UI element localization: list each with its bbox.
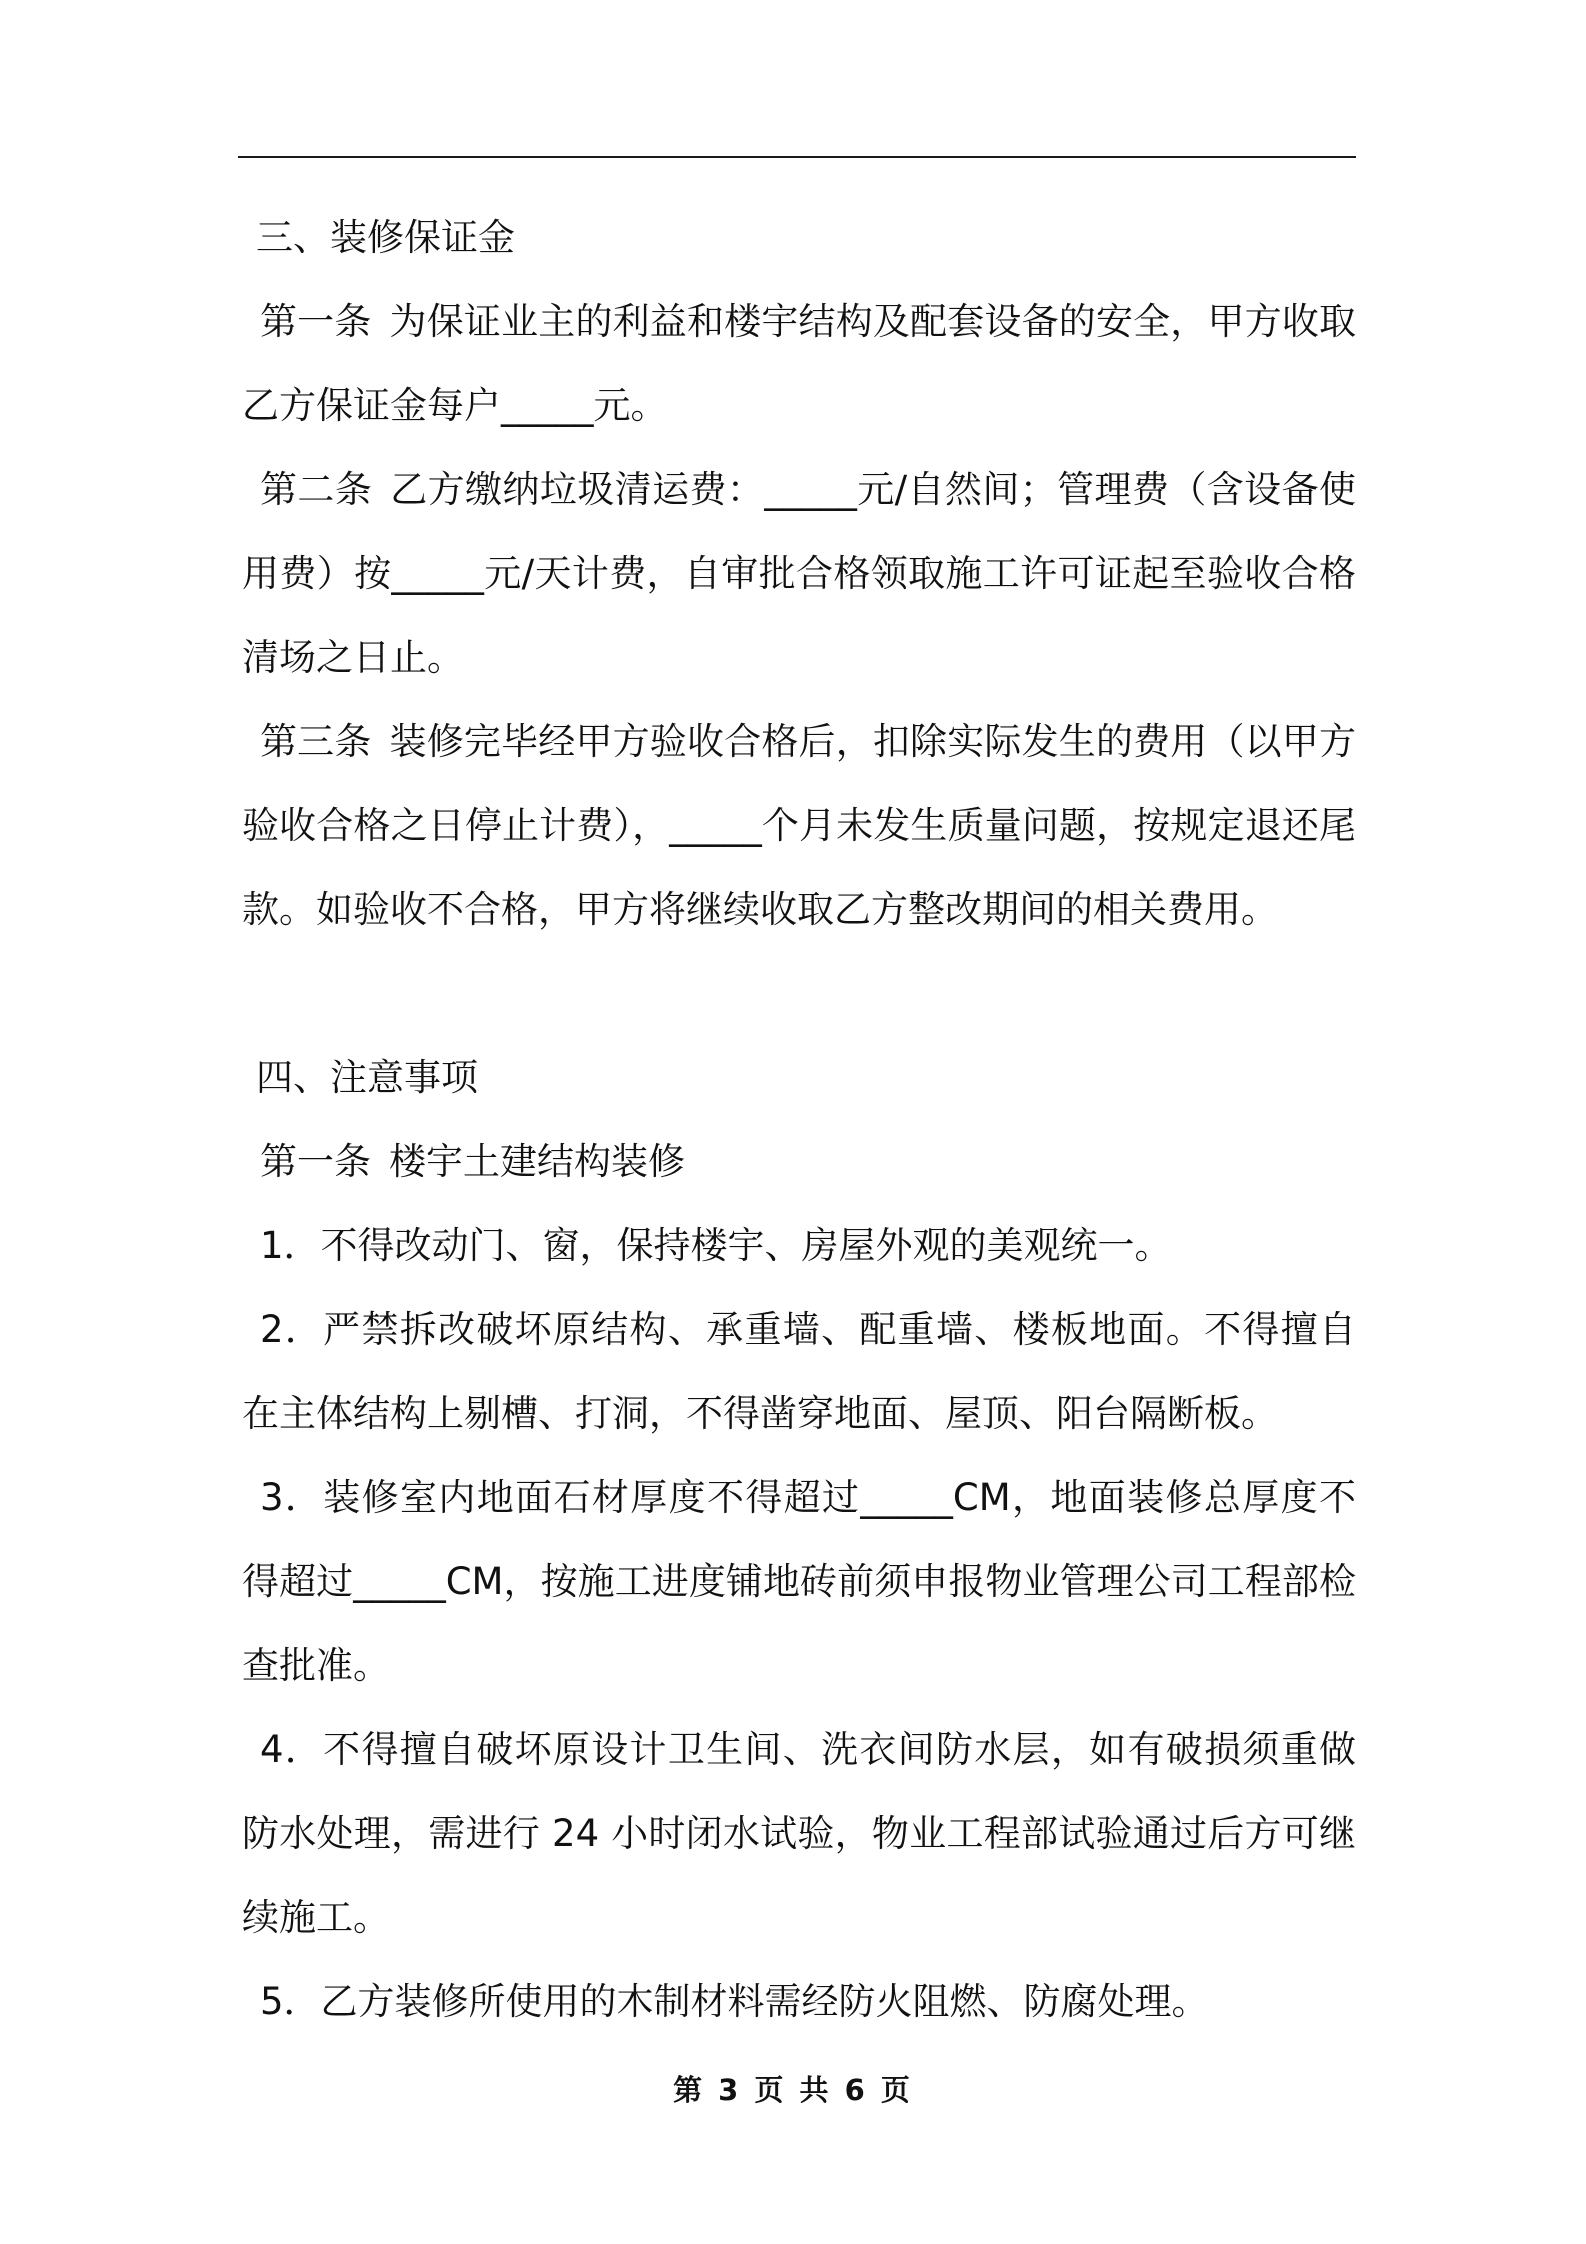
section-3-clause-2 [242,448,1356,700]
section-3-clause-1 [242,280,1356,448]
clause-text: 乙方缴纳垃圾清运费：_____元/自然间；管理费（含设备使用费）按_____元/天计费，自审批合格领取施工许可证起至验收合格清场之日止。 [242,468,1357,679]
clause-label: 第三条 [260,720,372,763]
section-4-clause-1 [242,1120,1356,1204]
clause-text: 楼宇土建结构装修 [389,1140,685,1183]
notice-item-2: 2．严禁拆改破坏原结构、承重墙、配重墙、楼板地面。不得擅自在主体结构上剔槽、打洞，不得凿穿地面、屋顶、阳台隔断板。 [242,1308,1356,1435]
notice-item-5: 5．乙方装修所使用的木制材料需经防火阻燃、防腐处理。 [260,1980,1209,2023]
clause-label: 第一条 [260,300,372,343]
section-4-title: 四、注意事项 [256,1056,478,1099]
clause-label: 第一条 [260,1140,371,1183]
notice-item-3: 3．装修室内地面石材厚度不得超过_____CM，地面装修总厚度不得超过_____CM，按施工进度铺地砖前须申报物业管理公司工程部检查批准。 [242,1476,1356,1687]
header-rule [238,156,1356,158]
section-3-title: 三、装修保证金 [256,216,515,259]
clause-label: 第二条 [260,468,373,511]
page-indicator: 第 3 页 共 6 页 [673,2073,913,2107]
notice-item-1: 1．不得改动门、窗，保持楼宇、房屋外观的美观统一。 [260,1224,1172,1267]
section-gap [242,952,1356,1036]
notice-item-4: 4．不得擅自破坏原设计卫生间、洗衣间防水层，如有破损须重做防水处理，需进行 24 小时闭水试验，物业工程部试验通过后方可继续施工。 [242,1728,1356,1939]
clause-text: 为保证业主的利益和楼宇结构及配套设备的安全，甲方收取乙方保证金每户_____元。 [242,300,1357,427]
document-body [242,196,1356,2044]
clause-text: 装修完毕经甲方验收合格后，扣除实际发生的费用（以甲方验收合格之日停止计费），_____个月未发生质量问题，按规定退还尾款。如验收不合格，甲方将继续收取乙方整改期间的相关费用。 [242,720,1357,931]
section-3-clause-3 [242,700,1356,952]
